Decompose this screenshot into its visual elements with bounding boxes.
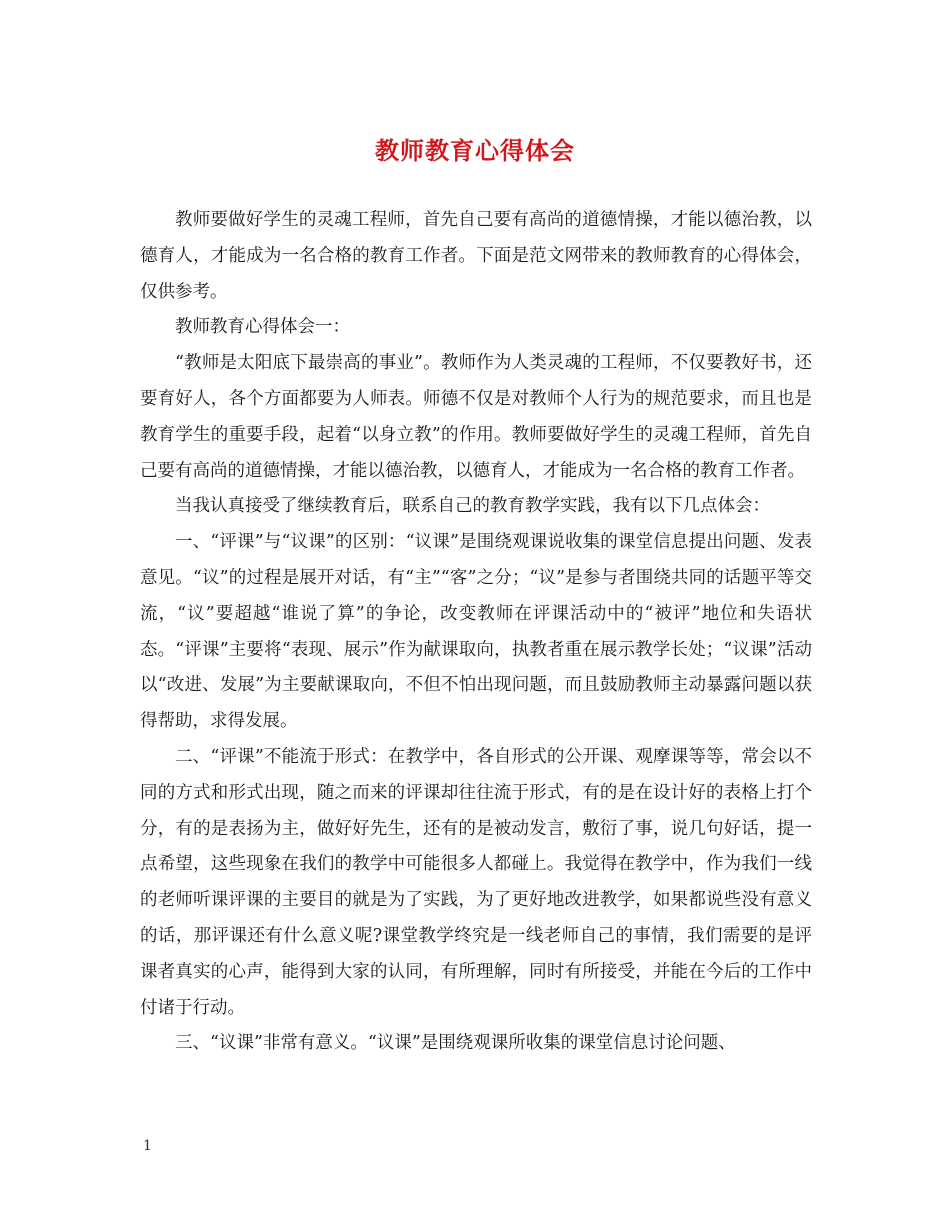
paragraph-point-one: 一、“评课”与“议课”的区别：“议课”是围绕观课说收集的课堂信息提出问题、发表意见。“议”的过程是展开对话，有“主”“客”之分；“议”是参与者围绕共同的话题平等交流，“议”要超越“谁说了算”的争论，改变教师在评课活动中的“被评”地位和失语状态。“评课”主要将“表现、展示”作为献课取向，执教者重在展示教学长处；“议课”活动以“改进、发展”为主要献课取向，不但不怕出现问题，而且鼓励教师主动暴露问题以获得帮助，求得发展。 [140,532,812,732]
paragraph-section-heading: 教师教育心得体会一： [175,317,350,338]
document-body [140,203,812,1062]
paragraph-point-two: 二、“评课”不能流于形式：在教学中，各自形式的公开课、观摩课等等，常会以不同的方式和形式出现，随之而来的评课却往往流于形式，有的是在设计好的表格上打个分，有的是表扬为主，做好好先生，还有的是被动发言，敷衍了事，说几句好话，提一点希望，这些现象在我们的教学中可能很多人都碰上。我觉得在教学中，作为我们一线的老师听课评课的主要目的就是为了实践，为了更好地改进教学，如果都说些没有意义的话，那评课还有什么意义呢?课堂教学终究是一线老师自己的事情，我们需要的是评课者真实的心声，能得到大家的认同，有所理解，同时有所接受，并能在今后的工作中付诸于行动。 [140,746,812,1018]
paragraph-intro: 教师要做好学生的灵魂工程师，首先自己要有高尚的道德情操，才能以德治教，以德育人，才能成为一名合格的教育工作者。下面是范文网带来的教师教育的心得体会，仅供参考。 [140,210,812,302]
paragraph-point-three: 三、“议课”非常有意义。“议课”是围绕观课所收集的课堂信息讨论问题、 [175,1033,736,1054]
paragraph-reflections-intro: 当我认真接受了继续教育后，联系自己的教育教学实践，我有以下几点体会： [175,496,770,517]
document-title: 教师教育心得体会 [375,136,575,165]
page-number: 1 [143,1138,152,1154]
paragraph-teacher-ethics: “教师是太阳底下最崇高的事业”。教师作为人类灵魂的工程师，不仅要教好书，还要育好人，各个方面都要为人师表。师德不仅是对教师个人行为的规范要求，而且也是教育学生的重要手段，起着“以身立教”的作用。教师要做好学生的灵魂工程师，首先自己要有高尚的道德情操，才能以德治教，以德育人，才能成为一名合格的教育工作者。 [140,353,812,481]
